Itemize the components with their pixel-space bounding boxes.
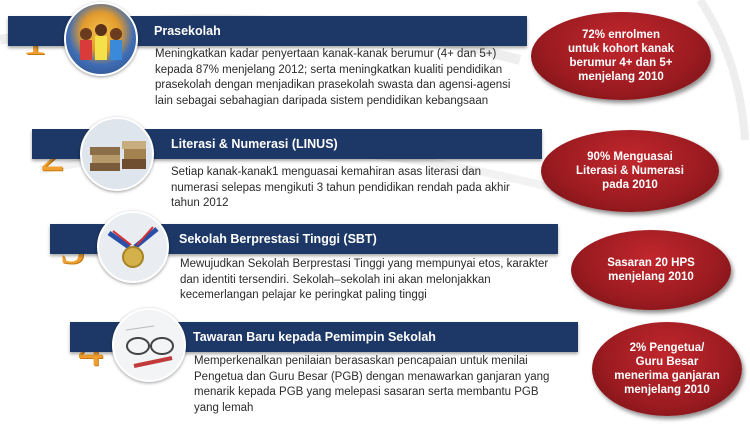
section-title-3: Sekolah Berprestasi Tinggi (SBT) bbox=[179, 232, 377, 246]
section-title-2: Literasi & Numerasi (LINUS) bbox=[171, 137, 338, 151]
section-description-2: Setiap kanak-kanak1 menguasai kemahiran asas literasi dan numerasi selepas mengikuti 3 tahun pendidikan rendah pada akhir tahun 2012 bbox=[171, 166, 510, 209]
section-description-3: Mewujudkan Sekolah Berprestasi Tinggi yang mempunyai etos, karakter dan identiti tersendiri. Sekolah–sekolah ini akan melonjakkan kecemerlangan pelajar ke peringkat paling tinggi bbox=[180, 258, 549, 301]
books-icon bbox=[80, 117, 154, 191]
section-description-4: Memperkenalkan penilaian berasaskan pencapaian untuk menilai Pengetua dan Guru Besar (PGB) dengan menawarkan ganjaran yang menarik kepada PGB yang melepasi sasaran serta membantu PGB yang lemah bbox=[194, 355, 550, 414]
section-title-1: Prasekolah bbox=[154, 24, 221, 38]
target-badge-3: Sasaran 20 HPS menjelang 2010 bbox=[571, 230, 731, 310]
target-badge-1: 72% enrolmen untuk kohort kanak berumur 4+ dan 5+ menjelang 2010 bbox=[531, 12, 711, 100]
target-badge-4: 2% Pengetua/ Guru Besar menerima ganjaran menjelang 2010 bbox=[592, 322, 742, 416]
section-title-4: Tawaran Baru kepada Pemimpin Sekolah bbox=[193, 330, 436, 344]
medal-icon bbox=[97, 211, 169, 283]
target-badge-2: 90% Menguasai Literasi & Numerasi pada 2010 bbox=[541, 130, 719, 212]
glasses-pen-icon bbox=[112, 308, 186, 382]
section-description-1: Meningkatkan kadar penyertaan kanak-kanak berumur (4+ dan 5+) kepada 87% menjelang 2012; serta meningkatkan kualiti pendidikan prasekolah dengan menjadikan prasekolah swasta dan agensi-agensi lain sebagai sebahagian daripada sistem pendidikan kebangsaan bbox=[155, 48, 511, 107]
children-photo-icon bbox=[64, 2, 138, 76]
